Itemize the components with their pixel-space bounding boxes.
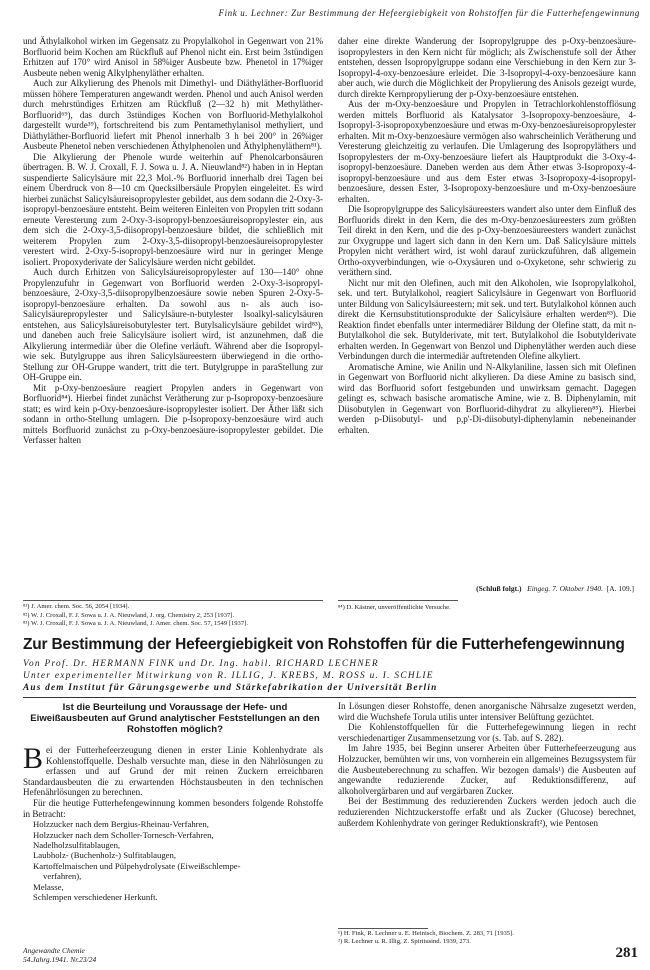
paragraph: und Äthylalkohol wirken im Gegensatz zu Propylalkohol in Gegenwart von 21% Borfluorid beim Kochen am Rückfluß auf Phenol nicht ein. Erst beim 3stündigen Erhitzen auf 170° wird Anisol in 58%iger Ausbeute bzw. Phenetol in 17%iger Ausbeute neben wenig Alkylphenyläther erhalten. xyxy=(23,36,323,78)
footnote-rule xyxy=(338,928,428,929)
footnote: ⁸⁴) D. Kästner, unveröffentlichte Versuche. xyxy=(338,604,451,611)
list-item: Nadelholzsulfitablaugen, xyxy=(33,839,121,850)
section-heading: Ist die Beurteilung und Voraussage der Hefe- und Eiweißausbeuten auf Grund analytischer Feststellungen an den Rohstoffen möglich? xyxy=(30,702,320,735)
paragraph: Bei der Bestimmung des reduzierenden Zuckers werden jedoch auch die reduzierenden Nichtzuckerstoffe erfaßt und als Zucker (Glucose) berechnet, außerdem Kohlenhydrate von geringer Reduktionskraft²), wie Pentosen xyxy=(338,796,636,828)
article-left-column xyxy=(23,742,323,902)
running-head: Fink u. Lechner: Zur Bestimmung der Hefeergiebigkeit von Rohstoffen für die Futterhefengewinnung xyxy=(218,8,640,18)
paragraph: Aus der m-Oxy-benzoesäure und Propylen in Tetrachlorkohlenstofflösung werden mittels Borfluorid als Katalysator 3-Isopropoxy-benzoesäure, 4-Isopropyl-3-isopropoxybenzoesäure und etwas m-Oxy-benzoesäureisopropylester erhalten. Mit m-Oxy-benzoesäure vermögen also wahrscheinlich Verätherung und Veresterung gleichzeitig zu verlaufen. Die Umlagerung des Isopropyläthers und Isopropylesters der m-Oxy-benzoesäure liefert als Hauptprodukt die 3-Oxy-4-isopropyl-benzoesäure. Daneben werden aus dem Äther etwas 3-Isopropoxy-4-isopropyl-benzoesäure und aus dem Ester etwas 3-Isopropoxy-4-isopropyl-benzoesäure, dessen Ester, 3-Isopropoxy-benzoesäure und m-Oxy-benzoesäure erhalten. xyxy=(338,99,636,204)
page-number: 281 xyxy=(615,945,638,961)
intro-text: ei der Futterhefeerzeugung dienen in erster Linie Kohlenhydrate als Kohlenstoffquelle. Deshalb versuchte man, diese in den Nährlösungen zu erfassen und auf Grund der mit reinen Zuckern erreichbaren Standardausbeuten die zu erwartenden Höchstausbeuten in den technischen Hefenährlösungen zu berechnen. xyxy=(23,745,323,798)
received-date: Eingeg. 7. Oktober 1940. xyxy=(527,584,603,593)
footnote: ⁸¹) J. Amer. chem. Soc. 56, 2054 [1934]. xyxy=(23,603,130,610)
list-item: Melasse, xyxy=(33,881,64,892)
paragraph: Die Alkylierung der Phenole wurde weiterhin auf Phenolcarbonsäuren übertragen. B. W. J. Croxall, F. J. Sowa u. J. A. Nieuwland⁸²) haben in in Heptan suspendierte Salicylsäure mit 22,3 Mol.-% Borfluorid innerhalb drei Tagen bei einem Überdruck von 8—10 cm Quecksilbersäule Propylen eingeleitet. Es wird hierbei zunächst Salicylsäureisopropylester gebildet, aus dem sodann die 2-Oxy-3-isopropyl-benzoesäure entsteht. Beim weiteren Einleiten von Propylen tritt sodann erneute Veresterung zum 2-Oxy-3-isopropyl-benzoesäureisopropylester ein, aus dem sich die 2-Oxy-3,5-diisopropyl-benzoesäure bildet, die schließlich mit weiterem Propylen zum 2-Oxy-3,5-diisopropyl-benzoesäureisopropylester verestert wird. 2-Oxy-5-isopropyl-benzoesäure wird nur in geringer Menge isoliert. Propoxyderivate der Salicylsäure werden nicht gebildet. xyxy=(23,151,323,267)
raw-materials-list xyxy=(23,819,323,902)
paragraph: Nicht nur mit den Olefinen, auch mit den Alkoholen, wie Isopropylalkohol, sek. und tert. Butylalkohol, reagiert Salicylsäure in Gegenwart von Borfluorid unter Bildung von Salicylsäureestern; mit sek. und tert. Butylalkohol können auch direkt die Kernsubstitutionsprodukte der Salicylsäure erhalten werden⁸³). Die Reaktion findet ebenfalls unter intermediärer Bildung der Olefine statt, da mit n-Butylalkohol die sek. Butylderivate, mit tert. Butylalkohol die Isobutylderivate erhalten werden. In Gegenwart von Benzol und Diphenyläther werden auch diese Verbindungen durch die intermediär auftretenden Olefine alkyliert. xyxy=(338,277,636,361)
paragraph: In Lösungen dieser Rohstoffe, denen anorganische Nährsalze zugesetzt werden, wird die Wuchshefe Torula utilis unter intensiver Belüftung gezüchtet. xyxy=(338,701,636,722)
list-item: Kartoffelmaischen und Pülpehydrolysate (Eiweißschlempe- xyxy=(33,860,241,871)
article-authors: Von Prof. Dr. HERMANN FINK und Dr. Ing. habil. RICHARD LECHNER xyxy=(23,659,379,669)
paragraph: Die Kohlenstoffquellen für die Futterhefegewinnung liegen in recht verschiedenartiger Zusammensetzung vor (s. Tab. auf S. 282). xyxy=(338,722,636,743)
paragraph: Im Jahre 1935, bei Beginn unserer Arbeiten über Futterhefeerzeugung aus Holzzucker, bemühten wir uns, von vornherein ein allgemeines Bezugssystem für die Ausbeuteberechnung zu schaffen. Wir bezogen damals¹) die Ausbeuten auf angewandte reduzierende Zucker, auf Reduktionsdifferenz, auf alkoholvergärbaren und auf vergärbaren Zucker. xyxy=(338,743,636,796)
article-title: Zur Bestimmung der Hefeergiebigkeit von Rohstoffen für die Futterhefengewinnung xyxy=(23,636,625,653)
list-intro: Für die heutige Futterhefengewinnung kommen besonders folgende Rohstoffe in Betracht: xyxy=(23,797,323,819)
right-column xyxy=(338,36,636,596)
article-ref: [A. 109.] xyxy=(606,584,634,593)
footnotes-upper-right xyxy=(338,604,636,613)
footnote: ⁸³) W. J. Croxall, F. J. Sowa u. J. A. Nieuwland, J. Amer. chem. Soc. 57, 1549 [1937]. xyxy=(23,620,248,628)
article-collaborators: Unter experimenteller Mitwirkung von R. ILLIG, J. KREBS, M. ROSS u. I. SCHLIE xyxy=(23,671,434,681)
footnote-rule xyxy=(338,600,458,601)
footnote: ⁸²) W. J. Croxall, F. J. Sowa u. J. A. Nieuwland, J. org. Chemistry 2, 253 [1937]. xyxy=(23,611,235,619)
intro-paragraph xyxy=(23,742,323,798)
paragraph: daher eine direkte Wanderung der Isopropylgruppe des p-Oxy-benzoesäure-isopropylesters in den Kern nicht für möglich; als Zwischenstufe soll der Äther entstehen, dessen Isopropylgruppe sodann eine Verschiebung in den Kern zur 3-Isopropyl-4-oxy-benzoesäure erleidet. Die 3-Isopropyl-4-oxy-benzoesäure kann aber auch, wie durch die Möglichkeit der Propylierung des Anisols gezeigt wurde, durch direkte Kernpropylierung der p-Oxy-benzoesäure entstehen. xyxy=(338,36,636,99)
paragraph: Aromatische Amine, wie Anilin und N-Alkylaniline, lassen sich mit Olefinen in Gegenwart von Borfluorid nicht alkylieren. Da diese Amine zu basisch sind, wird das Borfluorid sofort festgebunden und unwirksam gemacht. Dagegen gelingt es, schwach basische aromatische Amine, wie z. B. Diphenylamin, mit Diisobutylen in Gegenwart von Borfluorid-dihydrat zu alkylieren⁸⁵). Hierbei werden p-Diisobutyl- und p,p'-Di-diisobutyl-diphenylamin nebeneinander erhalten. xyxy=(338,361,636,435)
article-signature xyxy=(338,584,634,593)
paragraph: Auch durch Erhitzen von Salicylsäureisopropylester auf 130—140° ohne Propylenzufuhr in Gegenwart von Borfluorid werden 2-Oxy-3-isopropyl-benzoesäure, 2-Oxy-3,5-diisopropylbenzoesäure sowie neben Spuren 2-Oxy-5-isopropyl-benzoesäure erhalten. Da sowohl aus n- als auch iso-Salicylsäurepropylester und Salicylsäure-n-butylester Isoalkyl-salicylsäuren entstehen, aus Salicylsäureisobutylester tert. Butylsalicylsäure gebildet wird⁸³), und daneben auch freie Salicylsäure isoliert wird, ist anzunehmen, daß die Alkylierung intermediär über die Olefine verläuft. Während aber die Isopropyl- wie sek. Butylgruppe aus ihren Salicylsäureestern überwiegend in die ortho-Stellung zur OH-Gruppe wandert, tritt die tert. Butylgruppe in paraStellung zur OH-Gruppe ein. xyxy=(23,267,323,382)
journal-name: Angewandte Chemie xyxy=(23,946,85,955)
article-right-column xyxy=(338,701,636,828)
paragraph: Mit p-Oxy-benzoesäure reagiert Propylen anders in Gegenwart von Borfluorid⁸⁴). Hierbei findet zunächst Verätherung zur p-Isopropoxy-benzoesäure statt; es wird kein p-Oxy-benzoesäure-isopropylester isoliert. Der Äther läßt sich sodann in ortho-Stellung umlagern. Die p-Isopropoxy-benzoesäure wird auch mittels Borfluorid zunächst zu p-Oxy-benzoesäure-isopropylester gebildet. Die Verfasser halten xyxy=(23,382,323,445)
journal-info xyxy=(23,946,223,964)
title-rule xyxy=(23,697,636,698)
list-item: Holzzucker nach dem Scholler-Tornesch-Verfahren, xyxy=(33,829,214,840)
list-item: Holzzucker nach dem Bergius-Rheinau-Verfahren, xyxy=(33,819,209,830)
continued-note: (Schluß folgt.) xyxy=(476,584,522,593)
footnote: ¹) H. Fink, R. Lechner u. E. Heinisch, Biochem. Z. 283, 71 [1935]. xyxy=(338,930,514,937)
list-item: Schlempen verschiedener Herkunft. xyxy=(33,892,158,902)
paragraph: Auch zur Alkylierung des Phenols mit Dimethyl- und Diäthyläther-Borfluorid müssen höhere Temperaturen angewandt werden. Phenol und auch Anisol werden durch mehrstündiges Erhitzen am Rückfluß (2—32 h) mit Methyläther-Borfluorid⁶⁹), das durch 3stündiges Kochen von Borfluorid-Methylalkohol dargestellt wurde³⁹), fortschreitend bis zum Pentamethylanisol methyliert, und Diäthyläther-Borfluorid liefert mit Phenol innerhalb 3 h bei 200° in 26%iger Ausbeute Phenetol neben verschiedenen Äthylphenolen und Äthylphenyläthern⁸¹). xyxy=(23,78,323,151)
journal-issue: 54.Jahrg.1941. Nr.23/24 xyxy=(23,955,97,964)
drop-cap: B xyxy=(23,742,44,775)
left-column xyxy=(23,36,323,596)
paragraph: Die Isopropylgruppe des Salicylsäureesters wandert also unter dem Einfluß des Borfluorids direkt in den Kern, die des m-Oxy-benzoesäureesters zum größten Teil direkt in den Kern, und die des p-Oxy-benzoesäureesters wandert zunächst zur Oxygruppe und lagert sich dann in den Kern um. Daß Salicylsäure mittels Propylen nicht veräthert wird, ist wohl darauf zurückzuführen, daß allgemein Ortho-oxyverbindungen, wie o-Oxysäuren und o-Oxyketone, sehr schwierig zu veräthern sind. xyxy=(338,204,636,277)
footnote-rule xyxy=(23,600,323,601)
article-footnotes xyxy=(338,930,636,946)
article-institute: Aus dem Institut für Gärungsgewerbe und Stärkefabrikation der Universität Berlin xyxy=(23,683,438,693)
footnote: ²) R. Lechner u. R. Illig, Z. Spiritusind. 1939, 273. xyxy=(338,938,471,946)
footnotes-upper-left xyxy=(23,603,323,629)
list-item: Laubholz- (Buchenholz-) Sulfitablaugen, xyxy=(33,850,177,861)
list-item: verfahren), xyxy=(43,871,82,882)
